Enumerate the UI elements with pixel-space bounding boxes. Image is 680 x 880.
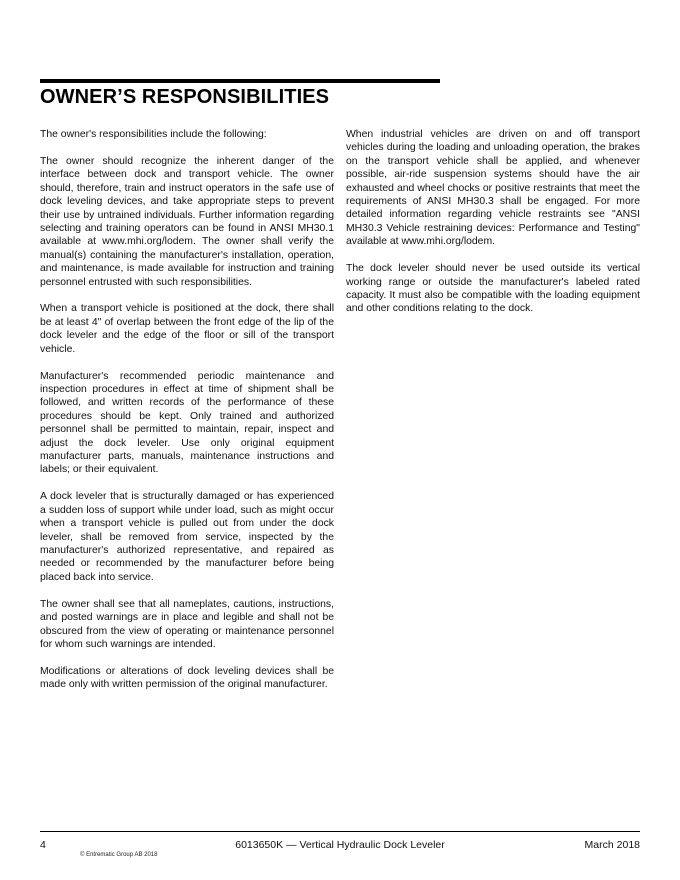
intro-paragraph: The owner's responsibilities include the following: [40, 129, 267, 140]
paragraph-warnings: The owner shall see that all nameplates, cautions, instructions, and posted warnings are in place and legible and shall not be obscured from the view of operating or maintenance personnel for whom such warnings are intended. [40, 598, 334, 650]
paragraph-modifications: Modifications or alterations of dock leveling devices shall be made only with written permission of the original manufacturer. [40, 665, 334, 691]
footer [40, 839, 640, 853]
paragraph-working-range: The dock leveler should never be used outside its vertical working range or outside the manufacturer's labeled rated capacity. It must also be compatible with the loading equipment and other conditions relating to the dock. [346, 263, 640, 315]
right-column [346, 128, 640, 329]
paragraph-operator-training: The owner should recognize the inherent danger of the interface between dock and transport vehicle. The owner should, therefore, train and instruct operators in the safe use of dock leveling devices, and take appropriate steps to prevent their use by untrained individuals. Further information regarding selecting and training operators can be found in ANSI MH30.1 available at www.mhi.org/lodem. The owner shall verify the manual(s) containing the manufacturer's installation, operation, and maintenance, is made available for instruction and training personnel entrusted with such responsibilities. [40, 155, 334, 288]
page-number: 4 [40, 839, 46, 851]
copyright-notice: © Entrematic Group AB 2018 [80, 852, 158, 858]
paragraph-damaged-leveler: A dock leveler that is structurally damaged or has experienced a sudden loss of support while under load, such as might occur when a transport vehicle is pulled out from under the dock leveler, shall be removed from service, inspected by the manufacturer's authorized representative, and repaired as needed or recommended by the manufacturer before being placed back into service. [40, 491, 334, 583]
paragraph-lip-overlap: When a transport vehicle is positioned at the dock, there shall be at least 4" of overlap between the front edge of the lip of the dock leveler and the edge of the floor or sill of the transport vehicle. [40, 303, 334, 355]
paragraph-vehicle-restraints: When industrial vehicles are driven on and off transport vehicles during the loading and unloading operation, the brakes on the transport vehicle shall be applied, and whenever possible, air-ride suspension systems should have the air exhausted and wheel chocks or positive restraints that meet the requirements of ANSI MH30.3 shall be engaged. For more detailed information regarding vehicle restraints see "ANSI MH30.3 Vehicle restraining devices: Performance and Testing" available at www.mhi.org/lodem. [346, 129, 640, 248]
publication-date: March 2018 [584, 839, 640, 851]
document-title: 6013650K — Vertical Hydraulic Dock Leveler [235, 839, 445, 851]
title-rule [40, 79, 440, 83]
page-title: OWNER’S RESPONSIBILITIES [40, 86, 330, 108]
left-column [40, 128, 334, 705]
footer-rule [40, 831, 640, 832]
paragraph-maintenance: Manufacturer's recommended periodic maintenance and inspection procedures in effect at time of shipment shall be followed, and written records of the performance of these procedures should be kept. Only trained and authorized personnel shall be permitted to maintain, repair, inspect and adjust the dock leveler. Use only original equipment manufacturer parts, manuals, maintenance instructions and labels; or their equivalent. [40, 370, 334, 476]
